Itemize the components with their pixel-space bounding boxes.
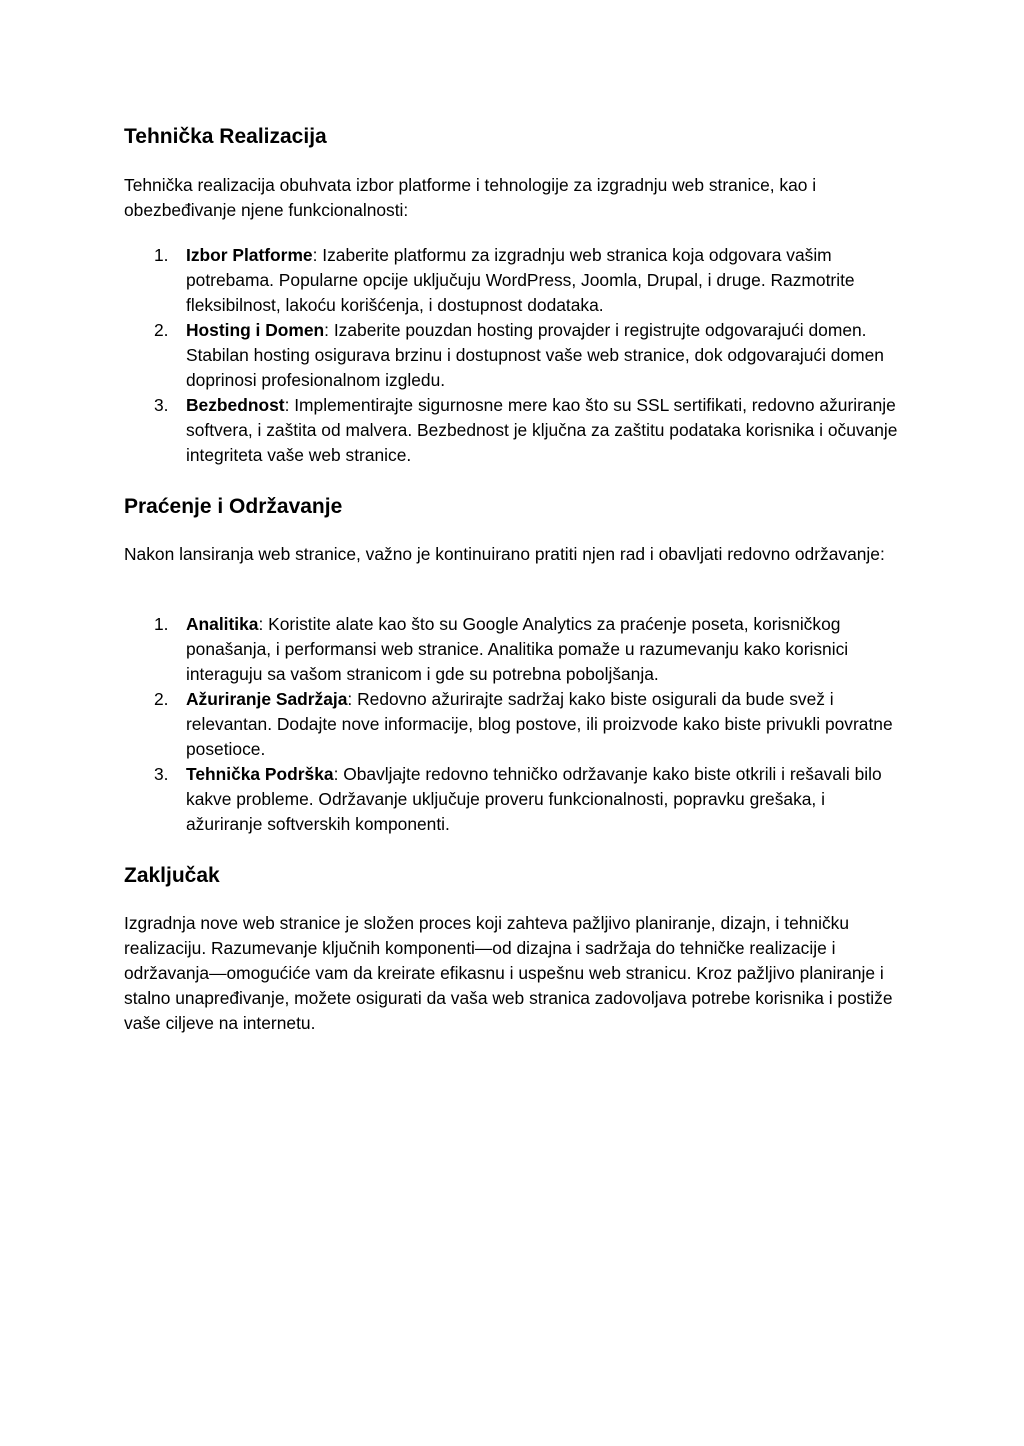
list-text: : Koristite alate kao što su Google Analytics za praćenje poseta, korisničkog ponašanja, i performansi web stranice. Analitika pomaže u razumevanju kako korisnici interaguju sa vašom stranicom i gde su potrebna poboljšanja. xyxy=(186,614,849,684)
list-number: 2. xyxy=(154,689,169,709)
section-intro: Izgradnja nove web stranice je složen proces koji zahteva pažljivo planiranje, dizajn, i tehničku realizaciju. Razumevanje ključnih komponenti—od dizajna i sadržaja do tehničke realizacije i održavanja—omogućiće vam da kreirate efikasnu i uspešnu web stranicu. Kroz pažljivo planiranje i stalno unapređivanje, možete osigurati da vaša web stranica zadovoljava potrebe korisnika i postiže vaše ciljeve na internetu. xyxy=(124,913,893,1033)
list-number: 2. xyxy=(154,320,169,340)
list-item xyxy=(124,762,904,837)
list-text: : Obavljajte redovno tehničko održavanje kako biste otkrili i rešavali bilo kakve probleme. Održavanje uključuje proveru funkcionalnosti, popravku grešaka, i ažuriranje softverskih komponenti. xyxy=(186,764,882,834)
list-number: 1. xyxy=(154,245,169,265)
list-number: 1. xyxy=(154,614,169,634)
list-term: Tehnička Podrška xyxy=(186,764,334,784)
list-term: Analitika xyxy=(186,614,259,634)
list-item xyxy=(124,393,904,468)
section-heading: Tehnička Realizacija xyxy=(124,125,327,148)
list-item xyxy=(124,243,904,318)
numbered-list xyxy=(124,612,904,837)
list-text: : Implementirajte sigurnosne mere kao što su SSL sertifikati, redovno ažuriranje softvera, i zaštita od malvera. Bezbednost je ključna za zaštitu podataka korisnika i očuvanje integriteta vaše web stranice. xyxy=(186,395,898,465)
list-item xyxy=(124,318,904,393)
list-number: 3. xyxy=(154,395,169,415)
list-text: : Izaberite platformu za izgradnju web stranica koja odgovara vašim potrebama. Popularne opcije uključuju WordPress, Joomla, Drupal, i druge. Razmotrite fleksibilnost, lakoću korišćenja, i dostupnost dodataka. xyxy=(186,245,855,315)
list-term: Ažuriranje Sadržaja xyxy=(186,689,348,709)
list-item xyxy=(124,612,904,687)
section-heading: Praćenje i Održavanje xyxy=(124,495,343,518)
section-intro: Nakon lansiranja web stranice, važno je kontinuirano pratiti njen rad i obavljati redovno održavanje: xyxy=(124,544,885,564)
list-text: : Izaberite pouzdan hosting provajder i registrujte odgovarajući domen. Stabilan hosting osigurava brzinu i dostupnost vaše web stranice, dok odgovarajući domen doprinosi profesionalnom izgledu. xyxy=(186,320,884,390)
list-number: 3. xyxy=(154,764,169,784)
section-intro: Tehnička realizacija obuhvata izbor platforme i tehnologije za izgradnju web stranice, kao i obezbeđivanje njene funkcionalnosti: xyxy=(124,175,817,220)
numbered-list xyxy=(124,243,904,468)
list-term: Izbor Platforme xyxy=(186,245,313,265)
list-term: Bezbednost xyxy=(186,395,285,415)
list-text: : Redovno ažurirajte sadržaj kako biste osigurali da bude svež i relevantan. Dodajte nove informacije, blog postove, ili proizvode kako biste privukli povratne posetioce. xyxy=(186,689,893,759)
list-term: Hosting i Domen xyxy=(186,320,325,340)
list-item xyxy=(124,687,904,762)
section-heading: Zaključak xyxy=(124,864,220,887)
